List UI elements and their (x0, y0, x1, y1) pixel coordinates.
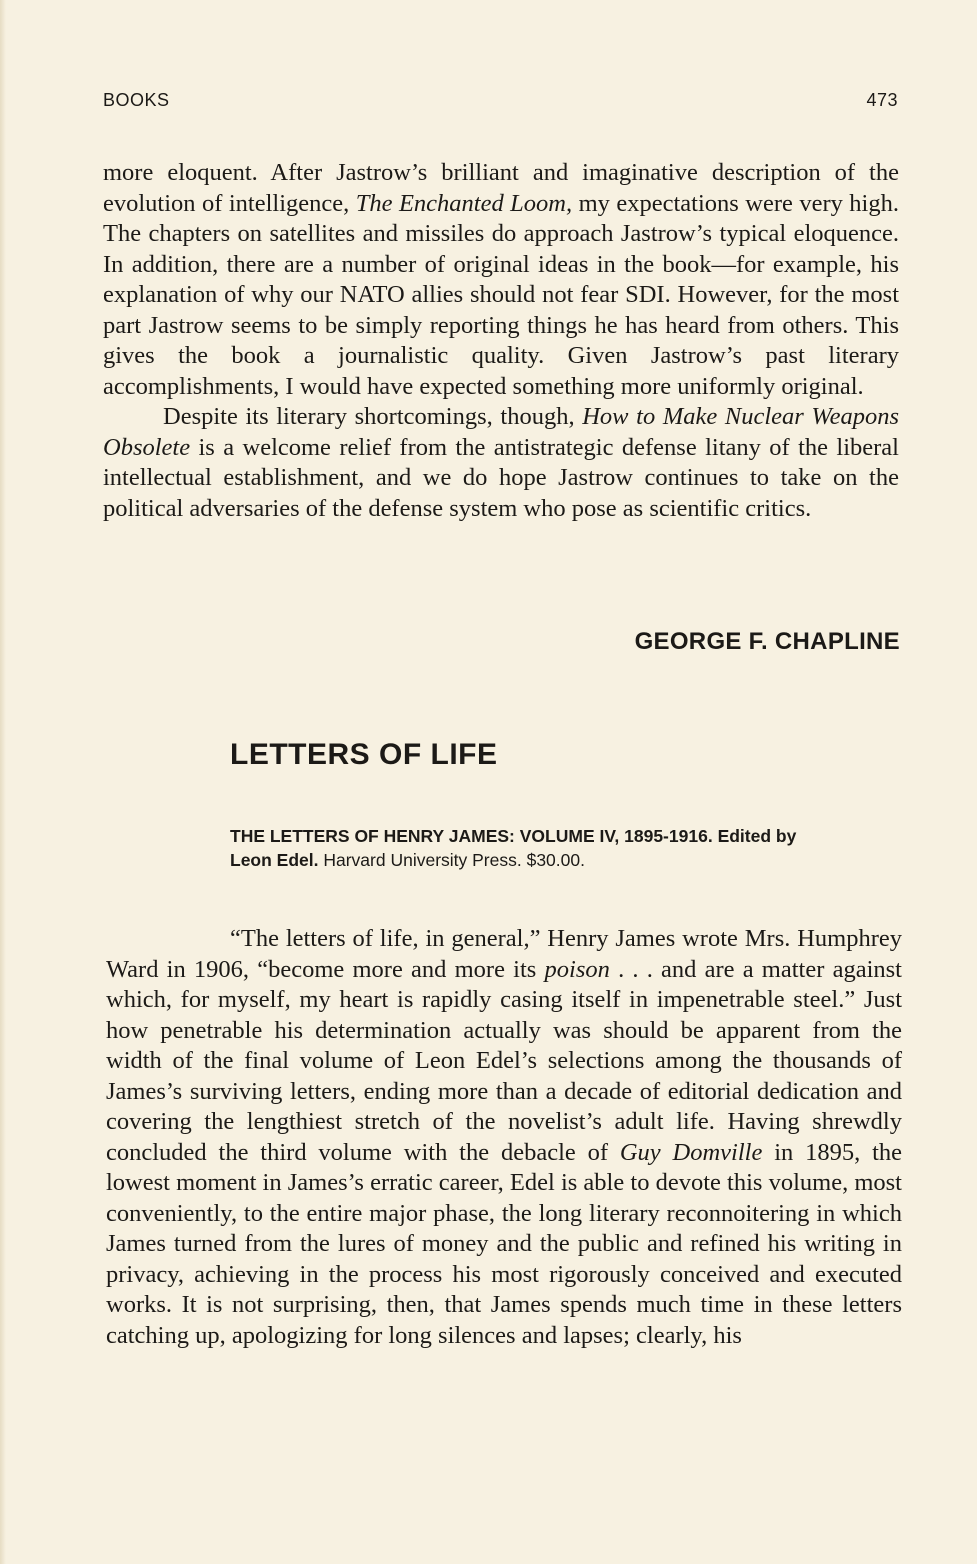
paragraph (103, 158, 899, 402)
text-run: . . . and are a matter against which, for myself, my heart is rapidly casing itself in impenetrable steel.” Just how penetrable his determination actually was should be apparent from the width of the final volume of Leon Edel’s selections among the thousands of James’s surviving letters, ending more than a decade of editorial dedication and covering the lengthiest stretch of the novelist’s adult life. Having shrewdly concluded the third volume with the debacle of (106, 955, 902, 1166)
text-run: Despite its literary shortcomings, though, (163, 403, 583, 430)
book-publisher: Harvard University Press. $30.00. (318, 850, 585, 870)
review-heading: LETTERS OF LIFE (230, 738, 498, 771)
text-run: more eloquent. After Jastrow’s brilliant and imaginative description of the evolution of intelligence, (103, 159, 899, 217)
text-run: in 1895, the lowest moment in James’s erratic career, Edel is able to devote this volume, most conveniently, to the entire major phase, the long literary reconnoitering in which James turned from the lures of money and the public and refined his writing in privacy, achieving in the process his most rigorously conceived and executed works. It is not surprising, then, that James spends much time in these letters catching up, apologizing for long silences and lapses; clearly, his (106, 1138, 902, 1349)
paragraph (103, 402, 899, 524)
page-number: 473 (866, 90, 898, 110)
book-title: THE LETTERS OF HENRY JAMES: VOLUME IV, 1895-1916. (230, 826, 713, 846)
text-run: “The letters of life, in general,” Henry James wrote Mrs. Humphrey Ward in 1906, “become more and more its (106, 925, 902, 983)
reviewer-byline: GEORGE F. CHAPLINE (634, 628, 900, 655)
emphasis-italic: poison (544, 955, 610, 983)
book-editor: Leon Edel. (230, 850, 319, 870)
review-body (106, 924, 902, 1351)
text-run: my expectations were very high. The chapters on satellites and missiles do approach Jastrow’s typical eloquence. In addition, there are a number of original ideas in the book—for example, his explanation of why our NATO allies should not fear SDI. However, for the most part Jastrow seems to be simply reporting things he has heard from others. This gives the book a journalistic quality. Given Jastrow’s past literary accomplishments, I would have expected something more uniformly original. (103, 189, 899, 400)
book-info (230, 824, 910, 872)
page-edge (0, 0, 6, 1564)
edited-by: Edited by (717, 826, 797, 846)
section-title: BOOKS (103, 90, 170, 110)
play-title-italic: Guy Domville (619, 1138, 763, 1166)
book-title-italic: How to Make Nuclear Weapons Obsolete (103, 403, 899, 461)
paragraph (106, 924, 902, 1351)
review-continuation (103, 158, 899, 524)
text-run: is a welcome relief from the antistrategic defense litany of the liberal intellectual establishment, and we do hope Jastrow continues to take on the political adversaries of the defense system who pose as scientific critics. (103, 433, 899, 522)
book-title-italic: The Enchanted Loom, (355, 189, 573, 217)
